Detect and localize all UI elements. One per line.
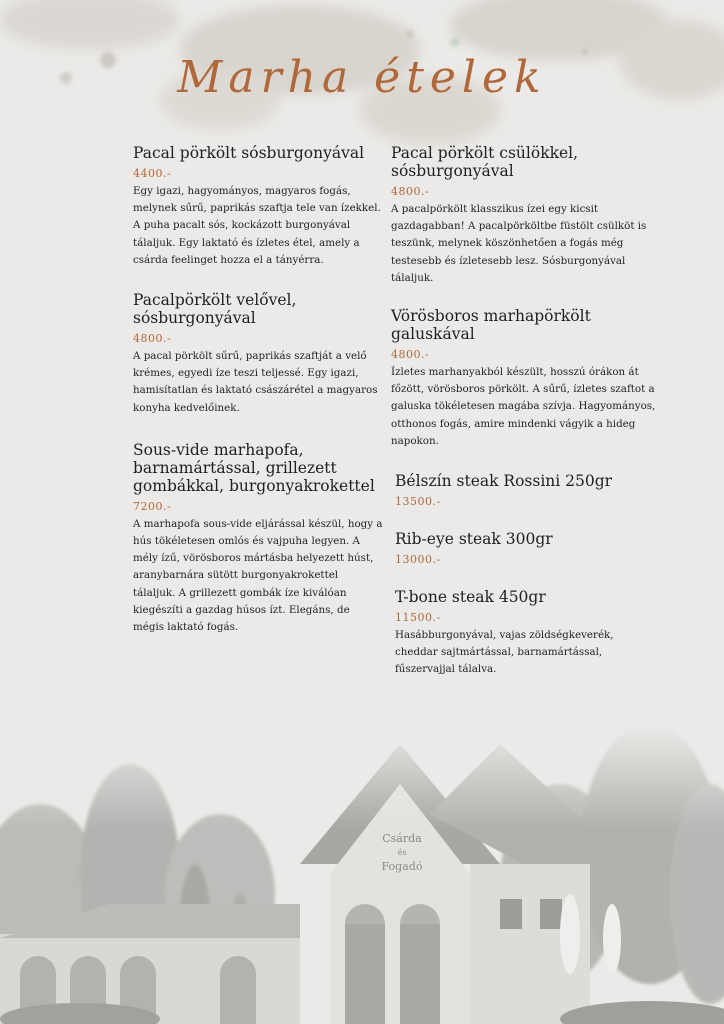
item-price: 4800.- — [391, 348, 430, 362]
menu-item — [133, 441, 383, 636]
item-price: 11500.- — [395, 611, 441, 625]
item-description: A pacal pörkölt sűrű, paprikás szaftját a velő krémes, egyedi íze teszi teljessé. Egy igazi, hamisítatlan és laktató császárétel a magyaros konyha kedvelőinek. — [133, 350, 378, 414]
item-name: Rib-eye steak 300gr — [395, 530, 553, 549]
item-price: 4800.- — [391, 185, 430, 198]
item-name: Pacalpörkölt velővel, sósburgonyával — [133, 291, 297, 328]
item-price: 7200.- — [133, 499, 172, 513]
menu-item — [133, 144, 383, 269]
menu-item — [391, 307, 656, 450]
item-price: 13500.- — [395, 495, 441, 509]
item-description: A pacalpörkölt klasszikus ízei egy kicsit gazdagabban! A pacalpörköltbe füstölt csülköt is teszünk, melynek köszönhetően a fogás még testesebb és ízletesebb lesz. Sósburgonyával tálaljuk. — [391, 203, 647, 284]
item-price: 4400.- — [133, 167, 172, 180]
item-name: Pacal pörkölt csülökkel, sósburgonyával — [391, 144, 579, 180]
item-description: Hasábburgonyával, vajas zöldségkeverék, cheddar sajtmártással, barnamártással, fűszervajjal tálalva. — [395, 629, 614, 676]
menu-item — [391, 588, 656, 679]
building-illustration — [0, 724, 724, 1024]
item-description: Ízletes marhanyakból készült, hosszú órákon át főzött, vörösboros pörkölt. A sűrű, ízletes szaftot a galuska tökéletesen magába szívja. Hagyományos, otthonos fogás, amire mindenki vágyik a hideg napokon. — [391, 366, 656, 447]
item-price: 13000.- — [395, 553, 441, 567]
menu-item — [133, 291, 383, 417]
menu-item — [391, 144, 656, 287]
item-name: Bélszín steak Rossini 250gr — [395, 472, 613, 491]
menu-column-left — [133, 144, 383, 636]
item-price: 4800.- — [133, 332, 172, 346]
item-description: A marhapofa sous-vide eljárással készül, hogy a hús tökéletesen omlós és vajpuha legyen. A mély ízű, vörösboros mártásba helyezett húst, aranybarnára sütött burgonyakrokettel tálaljuk. A grillezett gombák íze kiválóan kiegészíti a gazdag húsos ízt. Elegáns, de mégis laktató fogás. — [133, 517, 383, 634]
page-title: Marha ételek — [177, 52, 547, 103]
item-name: Pacal pörkölt sósburgonyával — [133, 144, 365, 162]
menu-item — [391, 472, 656, 508]
item-name: T-bone steak 450gr — [395, 588, 546, 607]
menu-column-right — [391, 144, 656, 679]
item-name: Vörösboros marhapörkölt galuskával — [391, 307, 591, 344]
item-description: Egy igazi, hagyományos, magyaros fogás, melynek sűrű, paprikás szaftja tele van ízekkel. A puha pacalt sós, kockázott burgonyával tálaljuk. Egy laktató és ízletes étel, amely a csárda feelinget hozza el a tányérra. — [133, 185, 381, 266]
item-name: Sous-vide marhapofa, barnamártással, grillezett gombákkal, burgonyakrokettel — [133, 440, 375, 495]
menu-item — [391, 530, 656, 566]
